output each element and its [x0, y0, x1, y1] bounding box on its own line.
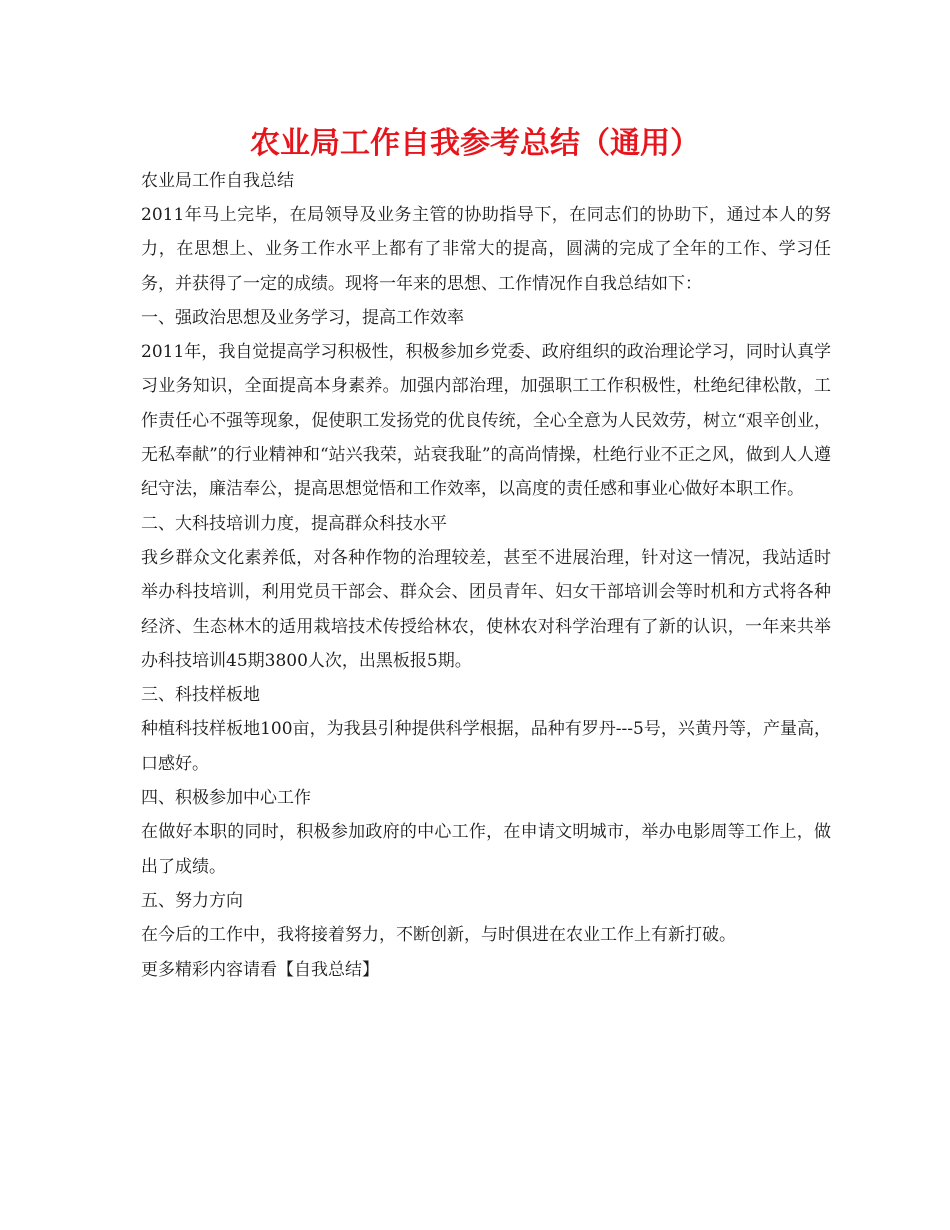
section-paragraph-5: 在今后的工作中，我将接着努力，不断创新，与时俱进在农业工作上有新打破。 [141, 925, 736, 946]
section-heading-5: 五、努力方向 [141, 890, 243, 911]
document-body [141, 166, 831, 987]
section-heading-3: 三、科技样板地 [141, 685, 260, 706]
section-heading-4: 四、积极参加中心工作 [141, 788, 311, 809]
intro-paragraph: 2011年马上完毕，在局领导及业务主管的协助指导下，在同志们的协助下，通过本人的努力，在思想上、业务工作水平上都有了非常大的提高，圆满的完成了全年的工作、学习任务，并获得了一定的成绩。现将一年来的思想、工作情况作自我总结如下： [141, 205, 831, 294]
section-paragraph-4: 在做好本职的同时，积极参加政府的中心工作，在申请文明城市，举办电影周等工作上，做出了成绩。 [141, 822, 831, 877]
section-paragraph-2: 我乡群众文化素养低，对各种作物的治理较差，甚至不进展治理，针对这一情况，我站适时举办科技培训，利用党员干部会、群众会、团员青年、妇女干部培训会等时机和方式将各种经济、生态林木的适用栽培技术传授给林农，使林农对科学治理有了新的认识，一年来共举办科技培训45期3800人次，出黑板报5期。 [141, 547, 831, 671]
section-heading-2: 二、大科技培训力度，提高群众科技水平 [141, 513, 447, 534]
section-paragraph-1: 2011年，我自觉提高学习积极性，积极参加乡党委、政府组织的政治理论学习，同时认真学习业务知识，全面提高本身素养。加强内部治理，加强职工工作积极性，杜绝纪律松散，工作责任心不强等现象，促使职工发扬党的优良传统，全心全意为人民效劳，树立“艰辛创业，无私奉献”的行业精神和“站兴我荣，站衰我耻”的高尚情操，杜绝行业不正之风，做到人人遵纪守法，廉洁奉公，提高思想觉悟和工作效率，以高度的责任感和事业心做好本职工作。 [141, 342, 831, 500]
section-paragraph-3: 种植科技样板地100亩，为我县引种提供科学根据，品种有罗丹---5号，兴黄丹等，产量高，口感好。 [141, 719, 831, 774]
section-heading-1: 一、强政治思想及业务学习，提高工作效率 [141, 307, 464, 328]
subtitle-line: 农业局工作自我总结 [141, 171, 294, 191]
more-content-link-text: 更多精彩内容请看【自我总结】 [141, 959, 379, 980]
document-title: 农业局工作自我参考总结（通用） [250, 126, 700, 161]
